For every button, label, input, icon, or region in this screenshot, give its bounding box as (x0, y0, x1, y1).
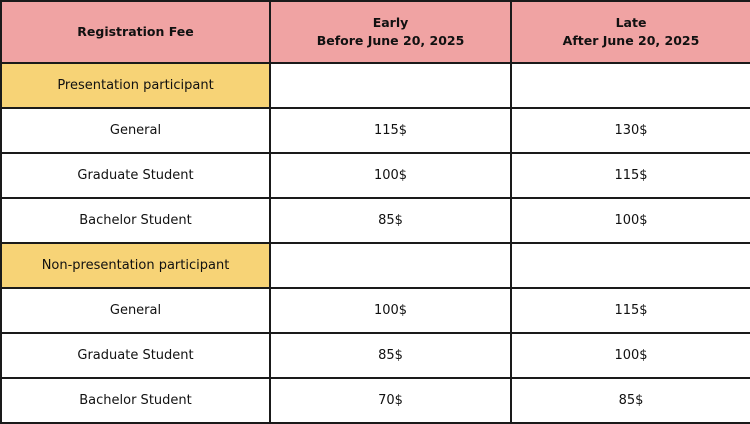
header-early-title: Early (372, 15, 409, 30)
header-late-date: After June 20, 2025 (562, 33, 700, 48)
table-row (1, 333, 750, 378)
section-row-non-presentation (1, 243, 750, 288)
section-title: Presentation participant (1, 63, 270, 108)
table-row (1, 378, 750, 423)
header-early-date: Before June 20, 2025 (316, 33, 465, 48)
header-early (270, 1, 511, 63)
row-label: Bachelor Student (1, 198, 270, 243)
late-fee: 115$ (511, 288, 750, 333)
section-title: Non-presentation participant (1, 243, 270, 288)
late-fee: 100$ (511, 333, 750, 378)
header-row (1, 1, 750, 63)
late-fee: 115$ (511, 153, 750, 198)
empty-cell (511, 243, 750, 288)
table-row (1, 153, 750, 198)
row-label: General (1, 288, 270, 333)
table-row (1, 288, 750, 333)
table-row (1, 108, 750, 153)
late-fee: 85$ (511, 378, 750, 423)
empty-cell (511, 63, 750, 108)
section-row-presentation (1, 63, 750, 108)
early-fee: 85$ (270, 333, 511, 378)
late-fee: 130$ (511, 108, 750, 153)
row-label: Graduate Student (1, 153, 270, 198)
row-label: Graduate Student (1, 333, 270, 378)
late-fee: 100$ (511, 198, 750, 243)
early-fee: 100$ (270, 288, 511, 333)
header-late (511, 1, 750, 63)
empty-cell (270, 63, 511, 108)
header-registration-fee: Registration Fee (1, 1, 270, 63)
early-fee: 115$ (270, 108, 511, 153)
empty-cell (270, 243, 511, 288)
table-row (1, 198, 750, 243)
row-label: Bachelor Student (1, 378, 270, 423)
early-fee: 100$ (270, 153, 511, 198)
header-late-title: Late (615, 15, 647, 30)
early-fee: 70$ (270, 378, 511, 423)
early-fee: 85$ (270, 198, 511, 243)
row-label: General (1, 108, 270, 153)
